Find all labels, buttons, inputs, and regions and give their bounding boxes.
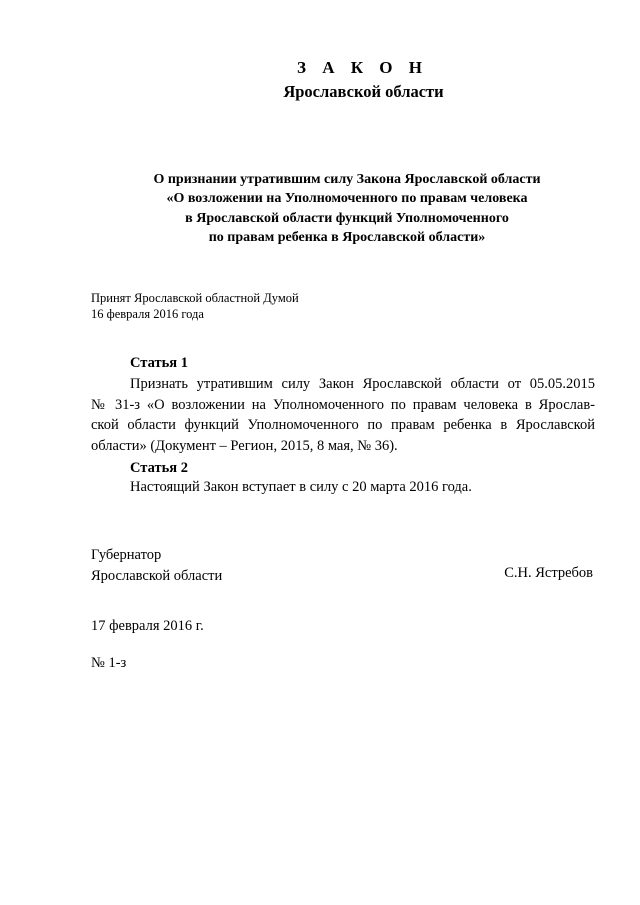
adoption-note bbox=[91, 291, 299, 322]
subject-line: О признании утратившим силу Закона Ярославской области bbox=[153, 172, 541, 187]
article-1-heading: Статья 1 bbox=[130, 355, 188, 371]
article-1-line: ской области функций Уполномоченного по правам ребенка в Ярославской bbox=[91, 417, 595, 433]
article-1-line: № 31-з «О возложении на Уполномоченного по правам человека в Ярослав- bbox=[91, 396, 595, 413]
signer-position bbox=[91, 545, 222, 586]
law-number: № 1-з bbox=[91, 655, 127, 671]
law-region: Ярославской области bbox=[283, 82, 444, 101]
signer-name: С.Н. Ястребов bbox=[504, 565, 593, 581]
article-1-body bbox=[91, 374, 595, 456]
article-1-line: Признать утратившим силу Закон Ярославской области от 05.05.2015 bbox=[130, 376, 595, 392]
subject-line: по правам ребенка в Ярославской области» bbox=[208, 229, 486, 245]
subject-line: в Ярославской области функций Уполномоченного bbox=[185, 210, 509, 226]
adoption-body: Принят Ярославской областной Думой bbox=[91, 291, 299, 305]
article-2-heading: Статья 2 bbox=[130, 460, 188, 476]
signer-region: Ярославской области bbox=[91, 567, 223, 584]
adoption-date: 16 февраля 2016 года bbox=[91, 306, 204, 321]
law-subject bbox=[0, 170, 640, 247]
article-1-line: области» (Документ – Регион, 2015, 8 мая, № 36). bbox=[91, 437, 398, 454]
signing-date: 17 февраля 2016 г. bbox=[91, 618, 204, 634]
law-title: З А К О Н bbox=[296, 58, 429, 77]
signer-title: Губернатор bbox=[91, 547, 162, 563]
subject-line: «О возложении на Уполномоченного по правам человека bbox=[166, 191, 528, 207]
article-2-body: Настоящий Закон вступает в силу с 20 марта 2016 года. bbox=[130, 479, 472, 495]
